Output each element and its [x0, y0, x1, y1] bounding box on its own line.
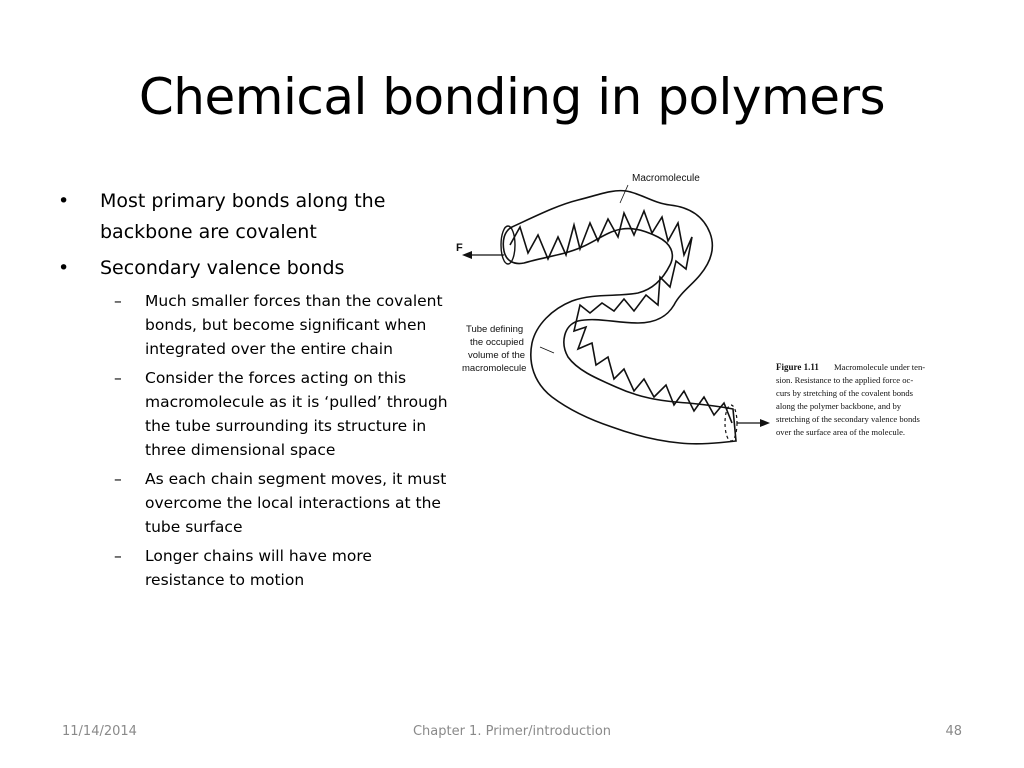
caption-line: sion. Resistance to the applied force oc- [776, 375, 914, 385]
bullet-text: Secondary valence bonds [100, 257, 345, 279]
bullet-item [58, 253, 448, 284]
dash-mark: – [114, 292, 122, 310]
footer-chapter: Chapter 1. Primer/introduction [412, 724, 612, 739]
bullet-list [58, 186, 448, 597]
sub-bullet-item [58, 366, 450, 462]
dash-mark: – [114, 547, 122, 565]
sub-bullet-text: Much smaller forces than the covalent bonds, but become significant when integrated over the entire chain [145, 292, 443, 358]
label-tube-line3: volume of the [468, 350, 526, 361]
sub-bullet-item [58, 467, 450, 539]
arrowhead-right [760, 419, 770, 427]
bullet-item [58, 186, 448, 248]
caption-line: along the polymer backbone, and by [776, 401, 902, 411]
sub-bullet-list [58, 289, 448, 592]
leader-tube [540, 347, 554, 353]
leader-macromolecule [620, 185, 628, 203]
sub-bullet-text: Longer chains will have more resistance to motion [145, 547, 372, 589]
label-tube-line1: Tube defining [466, 324, 524, 335]
label-tube-line2: the occupied [470, 337, 524, 348]
label-macromolecule: Macromolecule [632, 173, 700, 184]
sub-bullet-text: Consider the forces acting on this macromolecule as it is ‘pulled’ through the tube surrounding its structure in three dimensional space [145, 369, 448, 459]
caption-line: curs by stretching of the covalent bonds [776, 388, 913, 398]
bullet-mark: • [58, 190, 70, 212]
bullet-mark: • [58, 257, 70, 279]
label-force: F [456, 242, 463, 254]
caption-line: Macromolecule under ten- [834, 362, 926, 372]
caption-line: stretching of the secondary valence bonds [776, 414, 920, 424]
footer-date: 11/14/2014 [62, 724, 137, 739]
sub-bullet-item [58, 544, 450, 592]
bullet-text: Most primary bonds along the backbone are covalent [100, 190, 386, 243]
dash-mark: – [114, 470, 122, 488]
sub-bullet-text: As each chain segment moves, it must overcome the local interactions at the tube surface [145, 470, 447, 536]
caption-title: Figure 1.11 [776, 362, 819, 372]
caption-line: over the surface area of the molecule. [776, 427, 906, 437]
slide-title: Chemical bonding in polymers [138, 68, 886, 126]
dash-mark: – [114, 369, 122, 387]
figure-drawing [448, 165, 978, 455]
polymer-chain [510, 211, 732, 423]
label-tube-line4: macromolecule [462, 363, 527, 374]
sub-bullet-item [58, 289, 450, 361]
footer-page-number: 48 [945, 724, 962, 739]
arrowhead-left [462, 251, 472, 259]
macromolecule-figure [448, 165, 978, 455]
